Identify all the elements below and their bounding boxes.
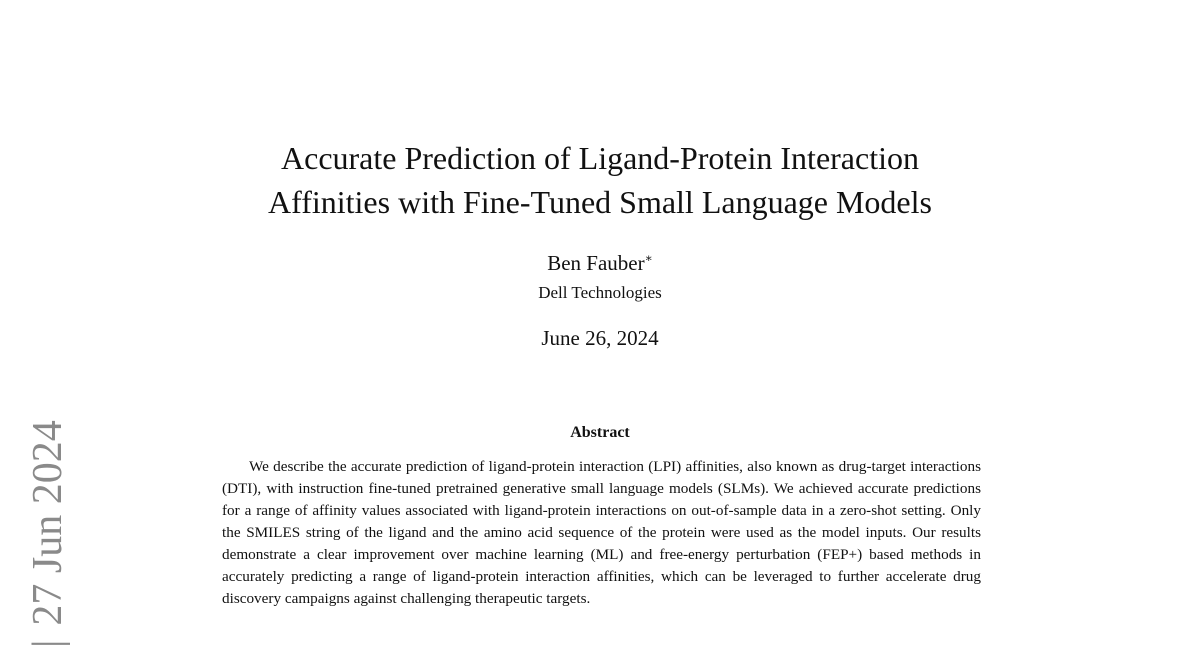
author-affiliation: Dell Technologies: [538, 283, 662, 302]
paper-date: June 26, 2024: [541, 326, 659, 350]
paper-title: [0, 136, 1200, 224]
title-line-2: Affinities with Fine-Tuned Small Language Models: [268, 184, 932, 220]
title-line-1: Accurate Prediction of Ligand-Protein Interaction: [281, 140, 919, 176]
author-footnote-mark: ∗: [644, 251, 653, 265]
abstract-heading: Abstract: [570, 424, 630, 441]
author-name-block: [0, 250, 1200, 276]
arxiv-stamp-date: 27 Jun 2024: [25, 420, 71, 626]
abstract-text: We describe the accurate prediction of ligand-protein interaction (LPI) affinities, also known as drug-target interactions (DTI), with instruction fine-tuned pretrained generative small language models (SLMs). We achieved accurate predictions for a range of affinity values associated with ligand-protein interactions on out-of-sample data in a zero-shot setting. Only the SMILES string of the ligand and the amino acid sequence of the protein were used as the model inputs. Our results demonstrate a clear improvement over machine learning (ML) and free-energy perturbation (FEP+) based methods in accurately predicting a range of ligand-protein interaction affinities, which can be leveraged to further accelerate drug discovery campaigns against challenging therapeutic targets.: [222, 458, 981, 607]
arxiv-stamp-separator: |: [25, 639, 71, 648]
author-name: Ben Fauber: [547, 251, 645, 275]
arxiv-sidebar-stamp: [22, 420, 74, 648]
